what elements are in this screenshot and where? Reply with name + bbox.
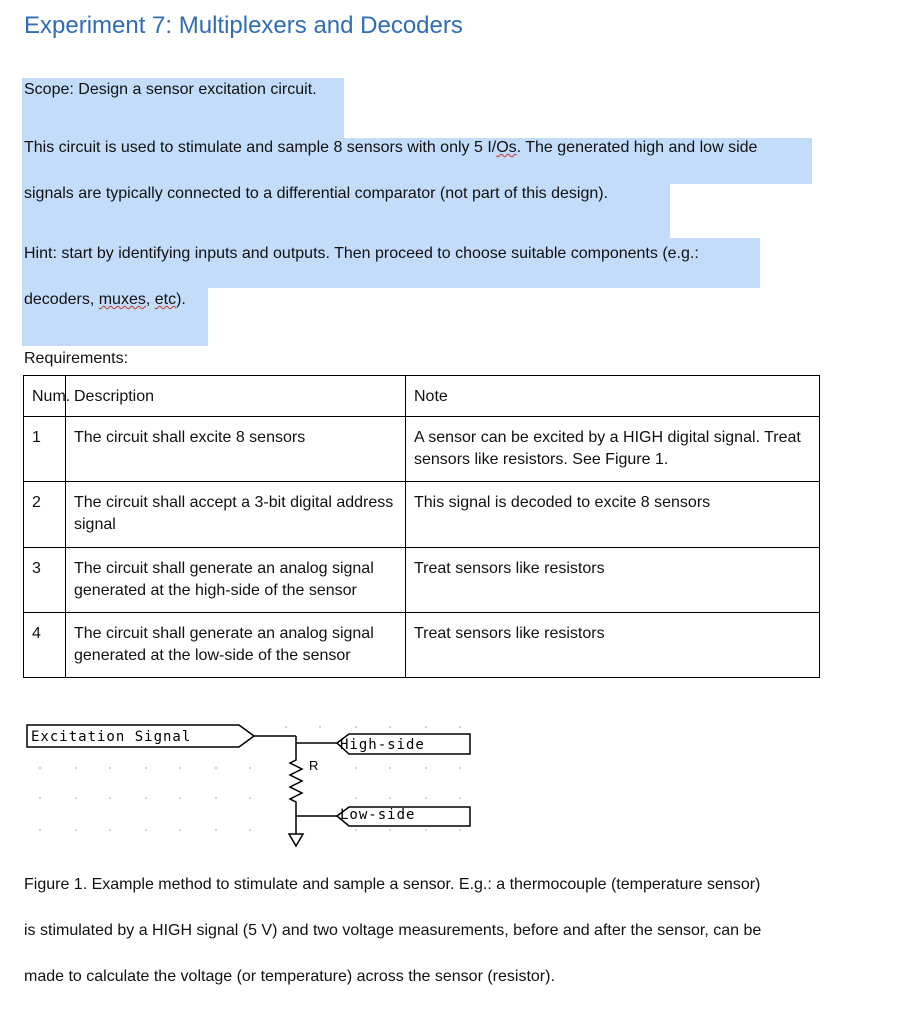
- intro-line-2: signals are typically connected to a differential comparator (not part of this design).: [24, 185, 609, 202]
- low-side-label: Low-side: [340, 807, 416, 823]
- hint-text: decoders,: [24, 291, 99, 308]
- cell-num: 1: [24, 417, 66, 482]
- page-title: Experiment 7: Multiplexers and Decoders: [24, 12, 463, 39]
- requirements-table: [23, 375, 820, 678]
- cell-description: The circuit shall generate an analog signal generated at the low-side of the sensor: [66, 613, 406, 678]
- resistor-symbol: [290, 752, 302, 812]
- header-description: Description: [66, 376, 406, 417]
- spellcheck-word: muxes: [98, 291, 146, 308]
- scope-text: Scope: Design a sensor excitation circuit.: [24, 81, 317, 98]
- cell-description: The circuit shall excite 8 sensors: [66, 417, 406, 482]
- cell-description: The circuit shall generate an analog signal generated at the high-side of the sensor: [66, 548, 406, 613]
- header-note: Note: [406, 376, 820, 417]
- intro-text: . The generated high and low side: [516, 139, 758, 156]
- cell-note: A sensor can be excited by a HIGH digital signal. Treat sensors like resistors. See Figure 1.: [406, 417, 820, 482]
- table-row: [24, 613, 820, 678]
- figure-caption-line-3: made to calculate the voltage (or temperature) across the sensor (resistor).: [24, 968, 555, 985]
- excitation-signal-label: Excitation Signal: [31, 729, 192, 745]
- hint-line-1: Hint: start by identifying inputs and outputs. Then proceed to choose suitable components (e.g.:: [24, 245, 699, 262]
- high-side-label: High-side: [340, 737, 425, 753]
- cell-num: 2: [24, 482, 66, 548]
- intro-line-1: [24, 139, 757, 157]
- spellcheck-word: Os: [496, 139, 517, 156]
- table-header-row: [24, 376, 820, 417]
- cell-note: Treat sensors like resistors: [406, 548, 820, 613]
- resistor-label: R: [309, 758, 319, 773]
- spellcheck-word: etc: [154, 291, 177, 308]
- table-row: [24, 548, 820, 613]
- ground-icon: [289, 834, 303, 846]
- table-row: [24, 417, 820, 482]
- figure-caption-line-1: Figure 1. Example method to stimulate and sample a sensor. E.g.: a thermocouple (temperature sensor): [24, 876, 761, 893]
- header-num: Num.: [24, 376, 66, 417]
- hint-text: ).: [176, 291, 186, 308]
- figure-caption-line-2: is stimulated by a HIGH signal (5 V) and two voltage measurements, before and after the sensor, can be: [24, 922, 762, 939]
- schematic-figure: [0, 700, 907, 870]
- cell-num: 3: [24, 548, 66, 613]
- hint-line-2: [24, 291, 186, 309]
- requirements-label: Requirements:: [24, 350, 129, 367]
- intro-text: This circuit is used to stimulate and sample 8 sensors with only 5 I/: [24, 139, 497, 156]
- table-row: [24, 482, 820, 548]
- cell-description: The circuit shall accept a 3-bit digital address signal: [66, 482, 406, 548]
- cell-num: 4: [24, 613, 66, 678]
- cell-note: Treat sensors like resistors: [406, 613, 820, 678]
- hint-text: ,: [145, 291, 155, 308]
- cell-note: This signal is decoded to excite 8 sensors: [406, 482, 820, 548]
